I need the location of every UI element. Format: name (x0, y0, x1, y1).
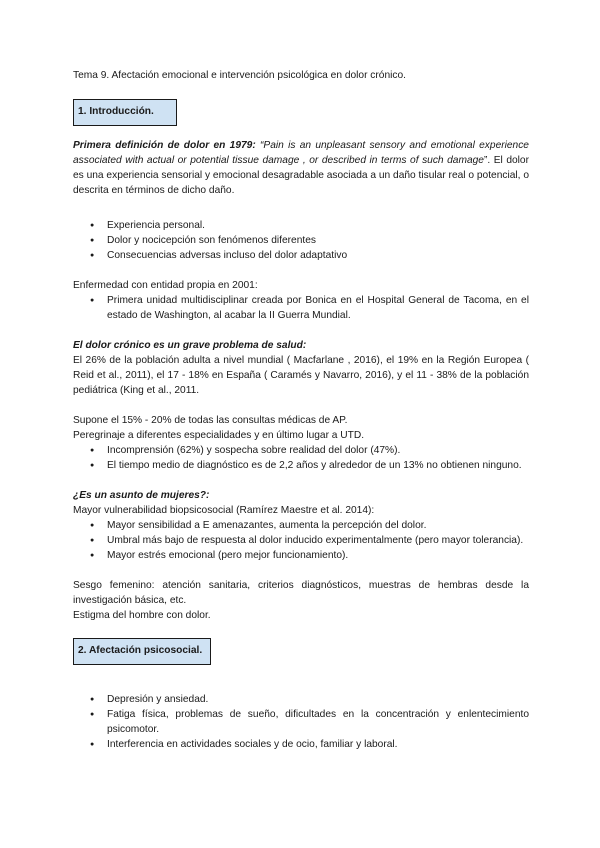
definition-paragraph (73, 138, 529, 198)
vulnerability-line: Mayor vulnerabilidad biopsicosocial (Ramírez Maestre et al. 2014): (73, 505, 375, 516)
list-item: ● El tiempo medio de diagnóstico es de 2,2 años y alrededor de un 13% no obtienen ninguno. (73, 458, 529, 473)
bullet-list-vulnerability (73, 518, 529, 563)
list-item: ● Experiencia personal. (73, 218, 529, 233)
list-item: ● Consecuencias adversas incluso del dolor adaptativo (73, 248, 529, 263)
women-subheading: ¿Es un asunto de mujeres?: (73, 490, 210, 501)
list-item: ● Incomprensión (62%) y sospecha sobre realidad del dolor (47%). (73, 443, 529, 458)
list-item: ● Depresión y ansiedad. (73, 692, 529, 707)
bias-paragraph: Sesgo femenino: atención sanitaria, criterios diagnósticos, muestras de hembras desde la investigación básica, etc. (73, 580, 529, 606)
document-page (73, 68, 529, 752)
list-item: ● Primera unidad multidisciplinar creada por Bonica en el Hospital General de Tacoma, en el estado de Washington, al acabar la II Guerra Mundial. (73, 293, 529, 323)
document-topic: Tema 9. Afectación emocional e intervención psicológica en dolor crónico. (73, 70, 406, 81)
list-item: ● Fatiga física, problemas de sueño, dificultades en la concentración y enlentecimiento psicomotor. (73, 707, 529, 737)
bullet-list-characteristics (73, 218, 529, 263)
entity-line: Enfermedad con entidad propia en 2001: (73, 280, 258, 291)
list-item: ● Umbral más bajo de respuesta al dolor inducido experimentalmente (pero mayor tolerancia). (73, 533, 529, 548)
problem-subheading: El dolor crónico es un grave problema de salud: (73, 340, 307, 351)
consult-line: Supone el 15% - 20% de todas las consultas médicas de AP. (73, 415, 348, 426)
list-item: ● Dolor y nocicepción son fenómenos diferentes (73, 233, 529, 248)
section-heading-afectacion-psicosocial: 2. Afectación psicosocial. (73, 638, 211, 665)
problem-paragraph: El 26% de la población adulta a nivel mundial ( Macfarlane , 2016), el 19% en la Región Europea ( Reid et al., 2011), el 17 - 18% en España ( Caramés y Navarro, 2016), y el 11 - 38% de la población pediátrica (King et al., 2011. (73, 355, 529, 396)
section-heading-introduccion: 1. Introducción. (73, 99, 177, 126)
list-item: ● Mayor sensibilidad a E amenazantes, aumenta la percepción del dolor. (73, 518, 529, 533)
definition-title: Primera definición de dolor en 1979: (73, 140, 256, 151)
bullet-list-entity (73, 293, 529, 323)
stigma-line: Estigma del hombre con dolor. (73, 610, 211, 621)
pilgrimage-line: Peregrinaje a diferentes especialidades y en último lugar a UTD. (73, 430, 365, 441)
definition-quote: “Pain is an unpleasant sensory and emotional experience associated with actual or potential tissue damage , or described in terms of such damage (73, 140, 529, 166)
list-item: ● Interferencia en actividades sociales y de ocio, familiar y laboral. (73, 737, 529, 752)
list-item: ● Mayor estrés emocional (pero mejor funcionamiento). (73, 548, 529, 563)
definition-translation: ”. El dolor es una experiencia sensorial y emocional desagradable asociada a un daño tisular real o potencial, o descrita en términos de dicho daño. (73, 155, 529, 196)
bullet-list-psychosocial (73, 692, 529, 752)
bullet-list-diagnosis (73, 443, 529, 473)
